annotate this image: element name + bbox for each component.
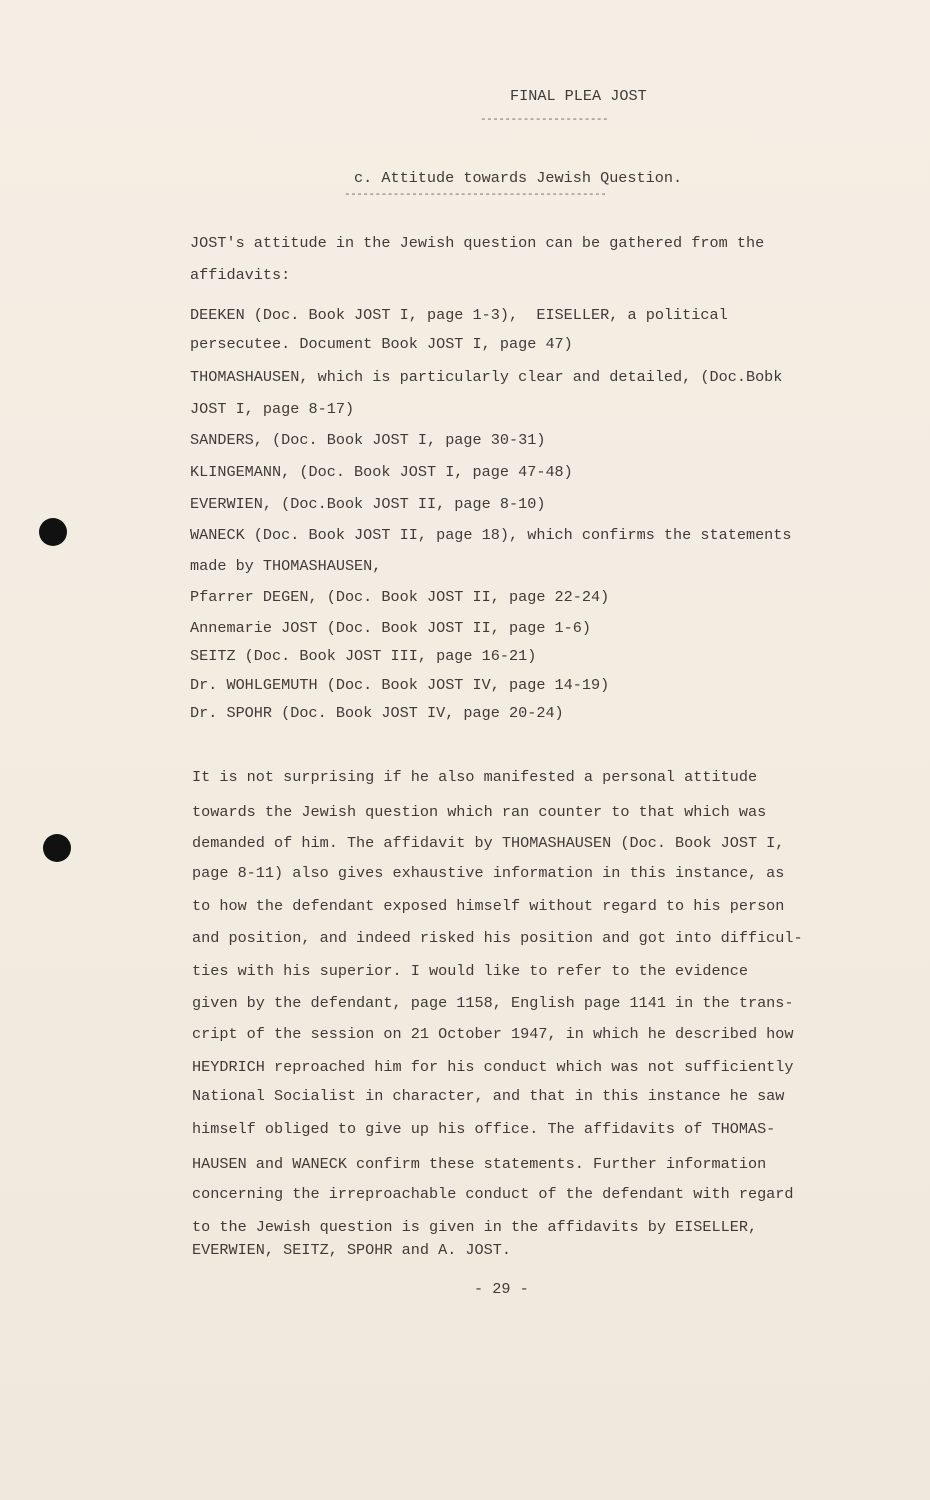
intro-line: affidavits: bbox=[190, 266, 291, 284]
affidavit-line: SEITZ (Doc. Book JOST III, page 16-21) bbox=[190, 647, 537, 665]
affidavit-line: Dr. WOHLGEMUTH (Doc. Book JOST IV, page 14-19) bbox=[190, 676, 610, 694]
running-head: FINAL PLEA JOST bbox=[510, 87, 647, 105]
affidavit-line: WANECK (Doc. Book JOST II, page 18), which confirms the statements bbox=[190, 526, 792, 544]
affidavit-line: Pfarrer DEGEN, (Doc. Book JOST II, page 22-24) bbox=[190, 588, 610, 606]
paragraph-line: towards the Jewish question which ran counter to that which was bbox=[192, 803, 767, 821]
affidavit-line: JOST I, page 8-17) bbox=[190, 400, 355, 418]
paragraph-line: himself obliged to give up his office. The affidavits of THOMAS- bbox=[192, 1120, 776, 1138]
punch-hole bbox=[39, 518, 67, 546]
affidavit-line: Annemarie JOST (Doc. Book JOST II, page 1-6) bbox=[190, 619, 592, 637]
paragraph-line: to the Jewish question is given in the affidavits by EISELLER, bbox=[192, 1218, 758, 1236]
affidavit-line: KLINGEMANN, (Doc. Book JOST I, page 47-48) bbox=[190, 463, 573, 481]
paragraph-line: demanded of him. The affidavit by THOMASHAUSEN (Doc. Book JOST I, bbox=[192, 834, 785, 852]
punch-hole bbox=[43, 834, 71, 862]
running-head-rule: --------------------- bbox=[480, 114, 609, 126]
affidavit-line: SANDERS, (Doc. Book JOST I, page 30-31) bbox=[190, 431, 546, 449]
paragraph-line: ties with his superior. I would like to refer to the evidence bbox=[192, 962, 748, 980]
affidavit-line: made by THOMASHAUSEN, bbox=[190, 557, 382, 575]
section-heading: c. Attitude towards Jewish Question. bbox=[354, 169, 683, 187]
affidavit-line: THOMASHAUSEN, which is particularly clear and detailed, (Doc.Bobk bbox=[190, 368, 783, 386]
affidavit-line: Dr. SPOHR (Doc. Book JOST IV, page 20-24) bbox=[190, 704, 564, 722]
affidavit-line: EVERWIEN, (Doc.Book JOST II, page 8-10) bbox=[190, 495, 546, 513]
paragraph-line: HAUSEN and WANECK confirm these statements. Further information bbox=[192, 1155, 767, 1173]
affidavit-line: DEEKEN (Doc. Book JOST I, page 1-3), EISELLER, a political bbox=[190, 306, 728, 324]
page-number: - 29 - bbox=[474, 1280, 529, 1298]
section-heading-rule: ------------------------------------------- bbox=[344, 189, 607, 201]
paragraph-line: and position, and indeed risked his position and got into difficul- bbox=[192, 929, 803, 947]
affidavit-line: persecutee. Document Book JOST I, page 47) bbox=[190, 335, 573, 353]
paragraph-line: concerning the irreproachable conduct of the defendant with regard bbox=[192, 1185, 794, 1203]
paragraph-line: National Socialist in character, and that in this instance he saw bbox=[192, 1087, 785, 1105]
paragraph-line: given by the defendant, page 1158, English page 1141 in the trans- bbox=[192, 994, 794, 1012]
paragraph-line: to how the defendant exposed himself without regard to his person bbox=[192, 897, 785, 915]
paragraph-line: cript of the session on 21 October 1947, in which he described how bbox=[192, 1025, 794, 1043]
intro-line: JOST's attitude in the Jewish question can be gathered from the bbox=[190, 234, 765, 252]
paragraph-line: EVERWIEN, SEITZ, SPOHR and A. JOST. bbox=[192, 1241, 511, 1259]
paragraph-line: HEYDRICH reproached him for his conduct which was not sufficiently bbox=[192, 1058, 794, 1076]
paragraph-line: page 8-11) also gives exhaustive information in this instance, as bbox=[192, 864, 785, 882]
paragraph-line: It is not surprising if he also manifested a personal attitude bbox=[192, 768, 758, 786]
